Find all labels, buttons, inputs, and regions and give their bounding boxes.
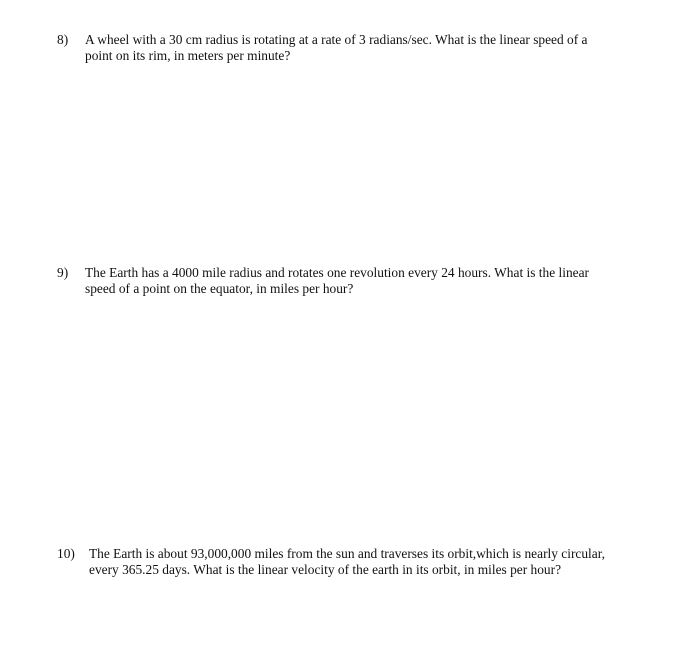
question-number: 8) [57, 32, 69, 47]
question-line: point on its rim, in meters per minute? [85, 48, 291, 63]
question-number: 10) [57, 546, 75, 561]
question-10 [57, 546, 657, 578]
question-line: every 365.25 days. What is the linear velocity of the earth in its orbit, in miles per hour? [89, 562, 562, 577]
question-line: The Earth is about 93,000,000 miles from the sun and traverses its orbit,which is nearly circular, [89, 546, 605, 561]
question-text [85, 265, 657, 297]
question-number: 9) [57, 265, 69, 280]
question-line: speed of a point on the equator, in miles per hour? [85, 281, 354, 296]
question-9 [57, 265, 657, 297]
question-text [85, 32, 657, 64]
question-line: A wheel with a 30 cm radius is rotating at a rate of 3 radians/sec. What is the linear speed of a [85, 32, 588, 47]
question-text [89, 546, 657, 578]
question-line: The Earth has a 4000 mile radius and rotates one revolution every 24 hours. What is the linear [85, 265, 589, 280]
question-8 [57, 32, 657, 64]
